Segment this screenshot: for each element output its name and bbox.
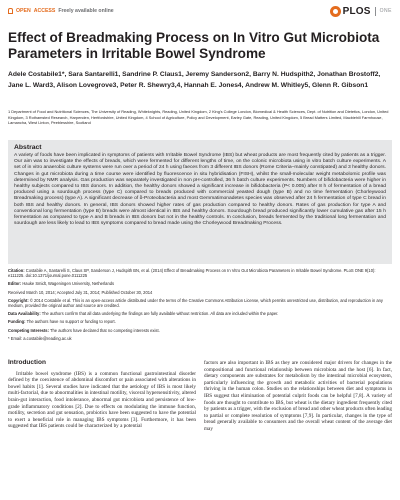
right-column [204, 360, 392, 433]
plos-wordmark: PLOS [342, 5, 371, 17]
email: * Email: a.costabile@reading.ac.uk [8, 335, 72, 341]
logo-divider [375, 7, 376, 16]
funding [8, 319, 392, 324]
author-list: Adele Costabile1*, Sara Santarelli1, Sandrine P. Claus1, Jeremy Sanderson2, Barry N. Hudspith2, Jonathan Brostoff2, Jane L. Ward3, Alison Lovegrove3, Peter R. Shewry3,4, Hannah E. Jones4, Andrew M. Whitley5, Glenn R. Gibson1 [8, 71, 381, 89]
citation [8, 268, 392, 278]
plos-one-logo [330, 6, 392, 17]
freely-available-label: Freely available online [58, 8, 114, 14]
introduction-paragraph: Irritable bowel syndrome (IBS) is a common functional gastrointestinal disorder defined by the coexistence of abdominal discomfort or pain associated with alterations in bowel habits [1]. Several studies have indicated that the aetiology of IBS is most likely multi-factorial, due to abnormalities in intestinal motility, visceral hypersensitivity, altered brain-gut interaction, food intolerance, abnormal gut microbiota and persistence of low-grade inflammatory conditions [2]. Due to effects on modulating the immune function, motility, secretion and gut sensation, probiotics have been suggested to have the potential to exert a beneficial role in managing IBS symptoms [3]. Furthermore, it has been suggested that IBS patients could be characterized by a potential [8, 370, 196, 430]
editor-label: Editor: [8, 281, 22, 287]
competing-interests [8, 328, 392, 333]
right-column-paragraph: factors are also important in IBS as they are considered major drivers for changes in the compositional and functional relationship between microbiota and the host [6]. In fact, dietary components are substrates for metabolism by the intestinal microbial ecosystem, particularly influencing the growth and metabolic activities of bacterial populations thriving in the human colon. Studies on the relationships between diet and symptoms in IBS suggest that elimination of potential culprit foods can be helpful [7,8]. A variety of foods are thought to contribute to IBS, but wheat is the dietary ingredient frequently cited by patients as a trigger, with the exclusion of bread and other wheat products often leading to partial or complete resolution of symptoms [7,9]. In particular, changes in the type of bread generally available to consumers and the overall wheat content of the average diet may [204, 360, 392, 432]
journal-header [8, 4, 392, 18]
copyright [8, 298, 392, 308]
availability-text: The authors confirm that all data underlying the findings are fully available without restriction. All data are included within the paper. [41, 311, 279, 317]
availability-label: Data Availability: [8, 311, 41, 317]
citation-label: Citation: [8, 268, 25, 273]
open-lock-icon [8, 8, 13, 14]
citation-text: Costabile A, Santarelli S, Claus SP, Sanderson J, Hudspith BN, et al. (2014) Effect of Breadmaking Process on In Vitro Gut Microbiota Parameters in Irritable Bowel Syndrome. PLoS ONE 9(10): e111225. doi:10.1371/journal.pone.0111225 [8, 268, 376, 279]
funding-text: The authors have no support or funding to report. [26, 319, 116, 325]
competing-label: Competing Interests: [8, 327, 49, 333]
abstract-heading: Abstract [14, 144, 42, 151]
plos-logo-icon [330, 6, 341, 17]
copyright-label: Copyright: [8, 297, 29, 303]
body-columns [8, 360, 392, 433]
dates: Received March 10, 2014; Accepted July 31, 2014; Published October 30, 2014 [8, 289, 153, 295]
abstract-box [8, 140, 392, 264]
affiliations: 1 Department of Food and Nutritional Sciences, The University of Reading, Whiteknights, Reading, United Kingdom, 2 King's College London, Biomedical & Health Sciences, Dept. of Nutrition and Dietetics, London, United Kingdom, 3 Rothamsted Research, Harpenden, Hertfordshire, United Kingdom, 4 School of Agriculture, Policy and Development, Earley Gate, Reading, United Kingdom, 5 Bread Matters Limited, Macbiehill Farmhouse, Lamancha, West Linton, Peeblesshire, Scotland [8, 109, 389, 126]
access-label: ACCESS [33, 8, 56, 14]
data-availability [8, 311, 392, 316]
abstract-text: A variety of foods have been implicated in symptoms of patients with Irritable Bowel Syndrome (IBS) but wheat products are most frequently cited by patients as a trigger. Our aim was to investigate the effects of breads, which were fermented for different lengths of time, on the colonic microbiota using in vitro batch culture experiments. A set of in vitro anaerobic culture systems were run over a period of 24 h using faeces from 3 different IBS donors (Rome Criteria–mainly constipated) and 3 healthy donors. Changes in gut microbiota during a time course were identified by fluorescence in situ hybridisation (FISH), whilst the small-molecular weight metabolomic profile was determined by NMR analysis. Gas production was separately investigated in non pH-controlled, 36 h batch culture experiments. Numbers of bifidobacteria were higher in healthy subjects compared to IBS donors. In addition, the healthy donors showed a significant increase in bifidobacteria (P< 0.005) after 8 h of fermentation of a bread produced using a sourdough process (type C) compared to breads produced with commercial yeasted dough (type B) and no time fermentation (Chorleywood Breadmaking process) (type A). A significant decrease of δ-Proteobacteria and most Gemmatimonadetes species was observed after 24 h fermentation of type C bread in both IBS and healthy donors. In general, IBS donors showed higher rates of gas production compared to healthy donors. Rates of gas production for type A and conventional long fermentation (type B) breads were almost identical in IBS and healthy donors. Sourdough bread produced significantly lower cumulative gas after 15 h fermentation as compared to type A and B breads in IBS donors but not in the healthy controls. In conclusion, breads fermented by the traditional long fermentation and sourdough are less likely to lead to IBS symptoms compared to bread made using the Chorleywood Breadmaking Process. [14, 153, 386, 227]
funding-label: Funding: [8, 319, 26, 325]
editor [8, 281, 392, 286]
one-wordmark: ONE [379, 8, 392, 14]
introduction-heading: Introduction [8, 359, 46, 366]
open-label: OPEN [16, 8, 31, 14]
editor-text: Hauke Smidt, Wageningen University, Netherlands [22, 281, 115, 287]
open-access-badge [8, 8, 114, 14]
article-metadata [8, 268, 392, 344]
copyright-text: © 2014 Costabile et al. This is an open-access article distributed under the terms of the Creative Commons Attribution License, which permits unrestricted use, distribution, and reproduction in any medium, provided the original author and source are credited. [8, 297, 383, 309]
article-title: Effect of Breadmaking Process on In Vitro Gut Microbiota Parameters in Irritable Bowel Syndrome [8, 30, 380, 61]
competing-text: The authors have declared that no competing interests exist. [50, 327, 160, 333]
left-column [8, 360, 196, 433]
